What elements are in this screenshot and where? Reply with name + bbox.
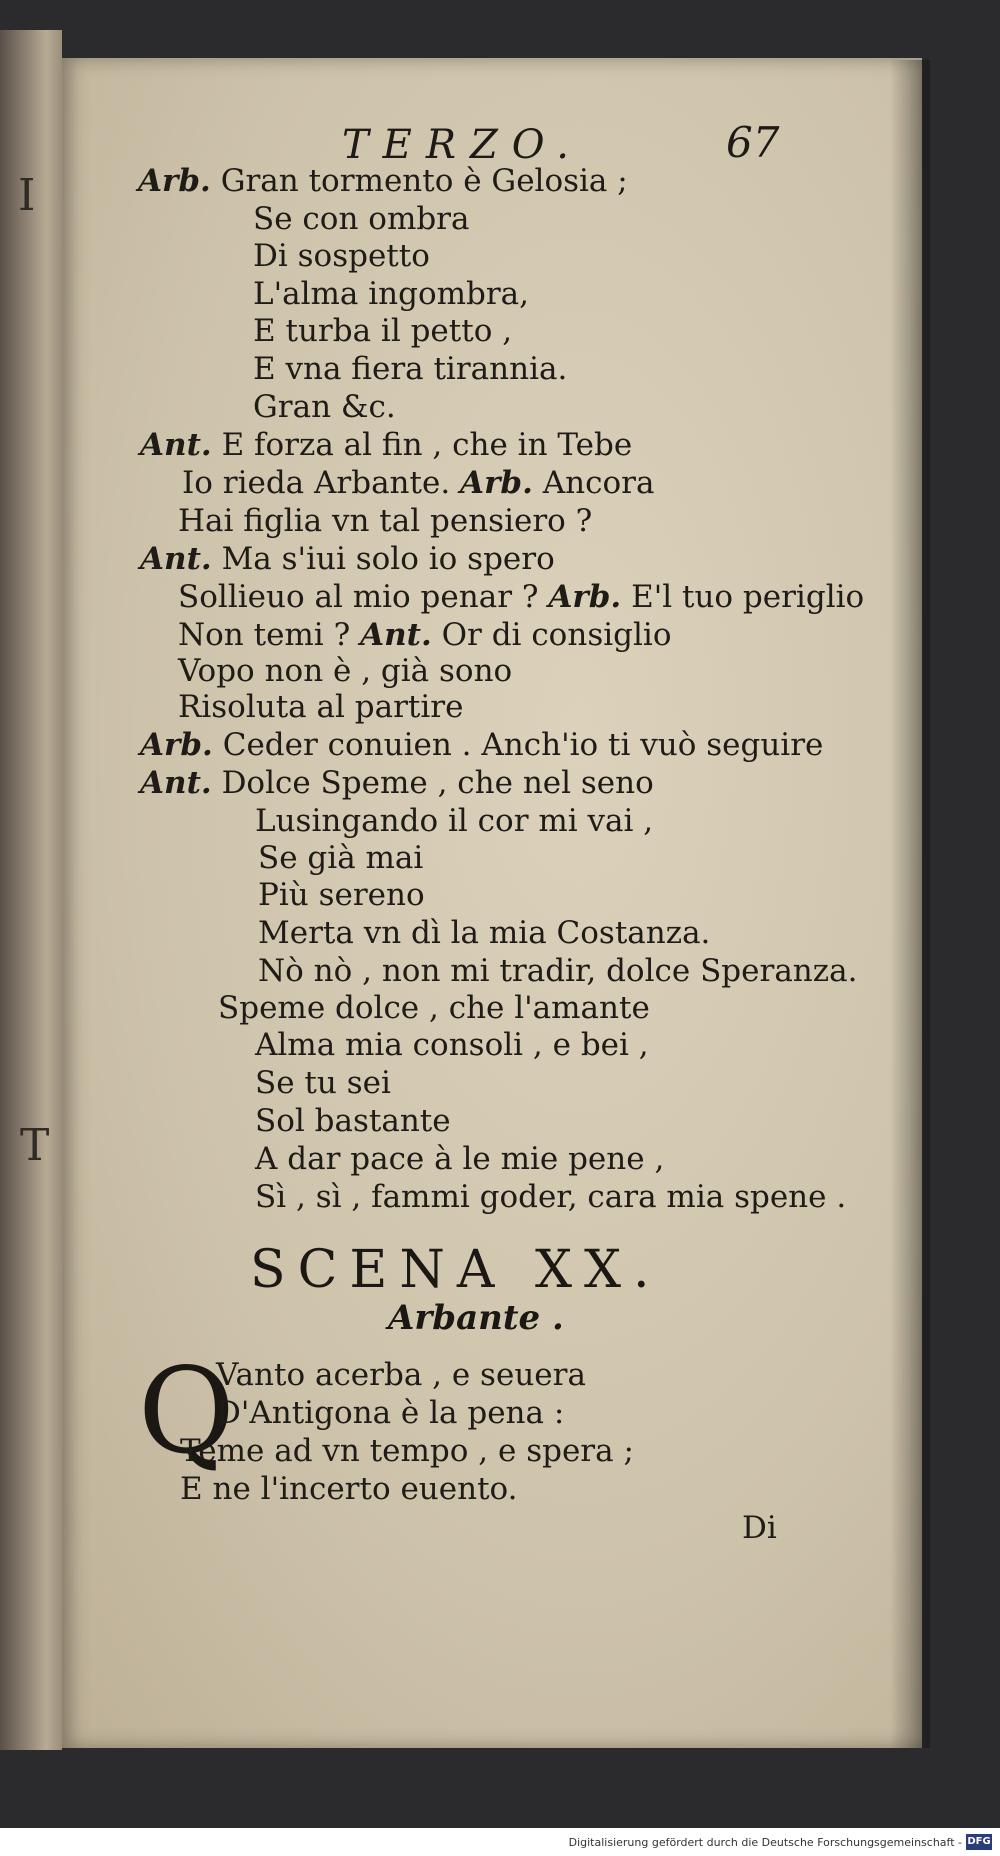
running-header: TERZO. [342, 122, 583, 168]
speaker: Ant. [140, 427, 212, 463]
verse-text: E forza al fin , che in Tebe [221, 427, 633, 463]
verse-line: Merta vn dì la mia Costanza. [258, 915, 711, 951]
verse-line: Teme ad vn tempo , e spera ; [180, 1433, 634, 1469]
verse-text: Sollieuo al mio penar ? [178, 579, 539, 615]
verse-line: E vna fiera tirannia. [253, 351, 568, 387]
verse-text: Ancora [542, 465, 655, 501]
verse-line: Risoluta al partire [178, 689, 464, 725]
speaker: Arb. [140, 727, 213, 763]
verse-line: Di sospetto [253, 238, 430, 274]
scene-character: Arbante . [388, 1298, 564, 1338]
speaker: Arb. [138, 163, 211, 199]
page-shadow [890, 60, 930, 1748]
verse-line: E turba il petto , [253, 313, 513, 349]
verse-line: Lusingando il cor mi vai , [255, 803, 654, 839]
verse-line: E ne l'incerto euento. [180, 1471, 518, 1507]
left-page-edge [0, 30, 62, 1750]
verse-line [140, 541, 555, 577]
left-page-fragment: T [20, 1120, 50, 1171]
dfg-logo: DFG [966, 1834, 992, 1850]
verse-text: Dolce Speme , che nel seno [221, 765, 654, 801]
verse-line: Vanto acerba , e seuera [216, 1357, 586, 1393]
verse-line: Più sereno [258, 877, 425, 913]
verse-line: Sol bastante [255, 1103, 451, 1139]
verse-line: D'Antigona è la pena : [216, 1395, 565, 1431]
speaker: Ant. [140, 541, 212, 577]
verse-text: Or di consiglio [441, 617, 672, 653]
verse-line: Nò nò , non mi tradir, dolce Speranza. [258, 953, 858, 989]
verse-line [140, 765, 654, 801]
verse-text: Non temi ? [178, 617, 351, 653]
left-page-fragment: I [18, 170, 36, 221]
verse-line: Vopo non è , già sono [178, 653, 513, 689]
verse-line [140, 427, 633, 463]
verse-line: Alma mia consoli , e bei , [255, 1027, 649, 1063]
verse-line [140, 727, 824, 763]
verse-line: Se già mai [258, 840, 424, 876]
verse-text: Ma s'iui solo io spero [221, 541, 555, 577]
speaker: Ant. [140, 765, 212, 801]
verse-line: Sì , sì , fammi goder, cara mia spene . [255, 1179, 847, 1215]
verse-line: Se tu sei [255, 1065, 391, 1101]
verse-line: L'alma ingombra, [253, 276, 530, 312]
verse-text: Gran tormento è Gelosia ; [220, 163, 628, 199]
scene-title: SCENA XX. [250, 1240, 662, 1300]
verse-line: Hai figlia vn tal pensiero ? [178, 503, 593, 539]
speaker: Arb. [460, 465, 533, 501]
footer-credit: Digitalisierung gefördert durch die Deutsche Forschungsgemeinschaft - [568, 1836, 962, 1849]
drop-cap: Q [138, 1342, 235, 1480]
verse-text: Ceder conuien . Anch'io ti vuò seguire [222, 727, 824, 763]
verse-line [182, 465, 655, 501]
page-number: 67 [726, 118, 780, 167]
verse-line [178, 579, 865, 615]
verse-line: A dar pace à le mie pene , [255, 1141, 665, 1177]
catchword: Di [742, 1510, 777, 1546]
verse-line: Speme dolce , che l'amante [218, 990, 650, 1026]
verse-line [178, 617, 672, 653]
verse-text: E'l tuo periglio [631, 579, 865, 615]
verse-line: Se con ombra [253, 201, 470, 237]
verse-line: Gran &c. [253, 389, 396, 425]
speaker: Arb. [548, 579, 622, 615]
verse-text: Io rieda Arbante. [182, 465, 451, 501]
speaker: Ant. [360, 617, 432, 653]
verse-line [138, 163, 628, 199]
